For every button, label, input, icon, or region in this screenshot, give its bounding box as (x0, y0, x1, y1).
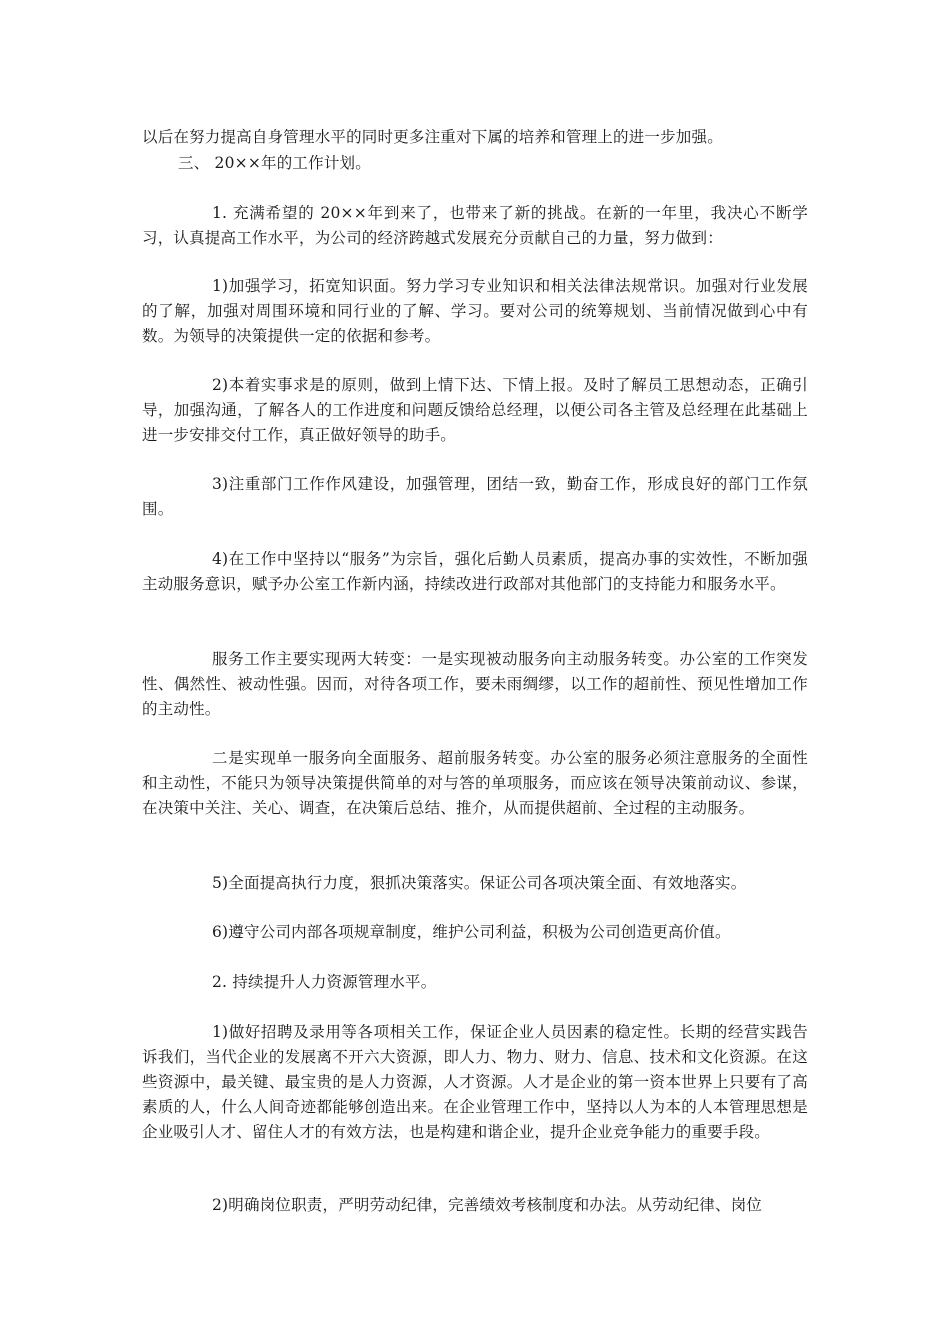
paragraph-hr-subitem-2: 2)明确岗位职责，严明劳动纪律，完善绩效考核制度和办法。从劳动纪律、岗位 (212, 1196, 763, 1214)
paragraph-subitem-3: 3)注重部门工作作风建设，加强管理，团结一致，勤奋工作，形成良好的部门工作氛围。 (142, 475, 808, 518)
paragraph-subitem-6: 6)遵守公司内部各项规章制度，维护公司利益，积极为公司创造更高价值。 (212, 923, 731, 941)
paragraph-item-2: 2. 持续提升人力资源管理水平。 (212, 973, 437, 991)
paragraph-subitem-4: 4)在工作中坚持以“服务”为宗旨，强化后勤人员素质，提高办事的实效性，不断加强主动服务意识，赋予办公室工作新内涵，持续改进行政部对其他部门的支持能力和服务水平。 (142, 550, 808, 593)
paragraph-intro: 以后在努力提高自身管理水平的同时更多注重对下属的培养和管理上的进一步加强。 (142, 128, 723, 146)
paragraph-subitem-1: 1)加强学习，拓宽知识面。努力学习专业知识和相关法律法规常识。加强对行业发展的了解，加强对周围环境和同行业的了解、学习。要对公司的统筹规划、当前情况做到心中有数。为领导的决策提供一定的依据和参考。 (142, 277, 808, 345)
paragraph-service-1: 服务工作主要实现两大转变：一是实现被动服务向主动服务转变。办公室的工作突发性、偶然性、被动性强。因而，对待各项工作，要未雨绸缪，以工作的超前性、预见性增加工作的主动性。 (142, 650, 808, 718)
paragraph-service-2: 二是实现单一服务向全面服务、超前服务转变。办公室的服务必须注意服务的全面性和主动性，不能只为领导决策提供简单的对与答的单项服务，而应该在领导决策前动议、参谋，在决策中关注、关心、调查，在决策后总结、推介，从而提供超前、全过程的主动服务。 (142, 749, 808, 817)
paragraph-subitem-2: 2)本着实事求是的原则，做到上情下达、下情上报。及时了解员工思想动态，正确引导，加强沟通，了解各人的工作进度和问题反馈给总经理，以便公司各主管及总经理在此基础上进一步安排交付工作，真正做好领导的助手。 (142, 376, 808, 444)
paragraph-subitem-5: 5)全面提高执行力度，狠抓决策落实。保证公司各项决策全面、有效地落实。 (212, 874, 747, 892)
paragraph-hr-subitem-1: 1)做好招聘及录用等各项相关工作，保证企业人员因素的稳定性。长期的经营实践告诉我们，当代企业的发展离不开六大资源，即人力、物力、财力、信息、技术和文化资源。在这些资源中，最关键、最宝贵的是人力资源，人才资源。人才是企业的第一资本世界上只要有了高素质的人，什么人间奇迹都能够创造出来。在企业管理工作中，坚持以人为本的人本管理思想是企业吸引人才、留住人才的有效方法，也是构建和谐企业，提升企业竞争能力的重要手段。 (142, 1023, 808, 1141)
section-heading-plan: 三、 20××年的工作计划。 (178, 154, 371, 172)
paragraph-item-1: 1. 充满希望的 20××年到来了，也带来了新的挑战。在新的一年里，我决心不断学习，认真提高工作水平，为公司的经济跨越式发展充分贡献自己的力量，努力做到： (142, 204, 808, 247)
